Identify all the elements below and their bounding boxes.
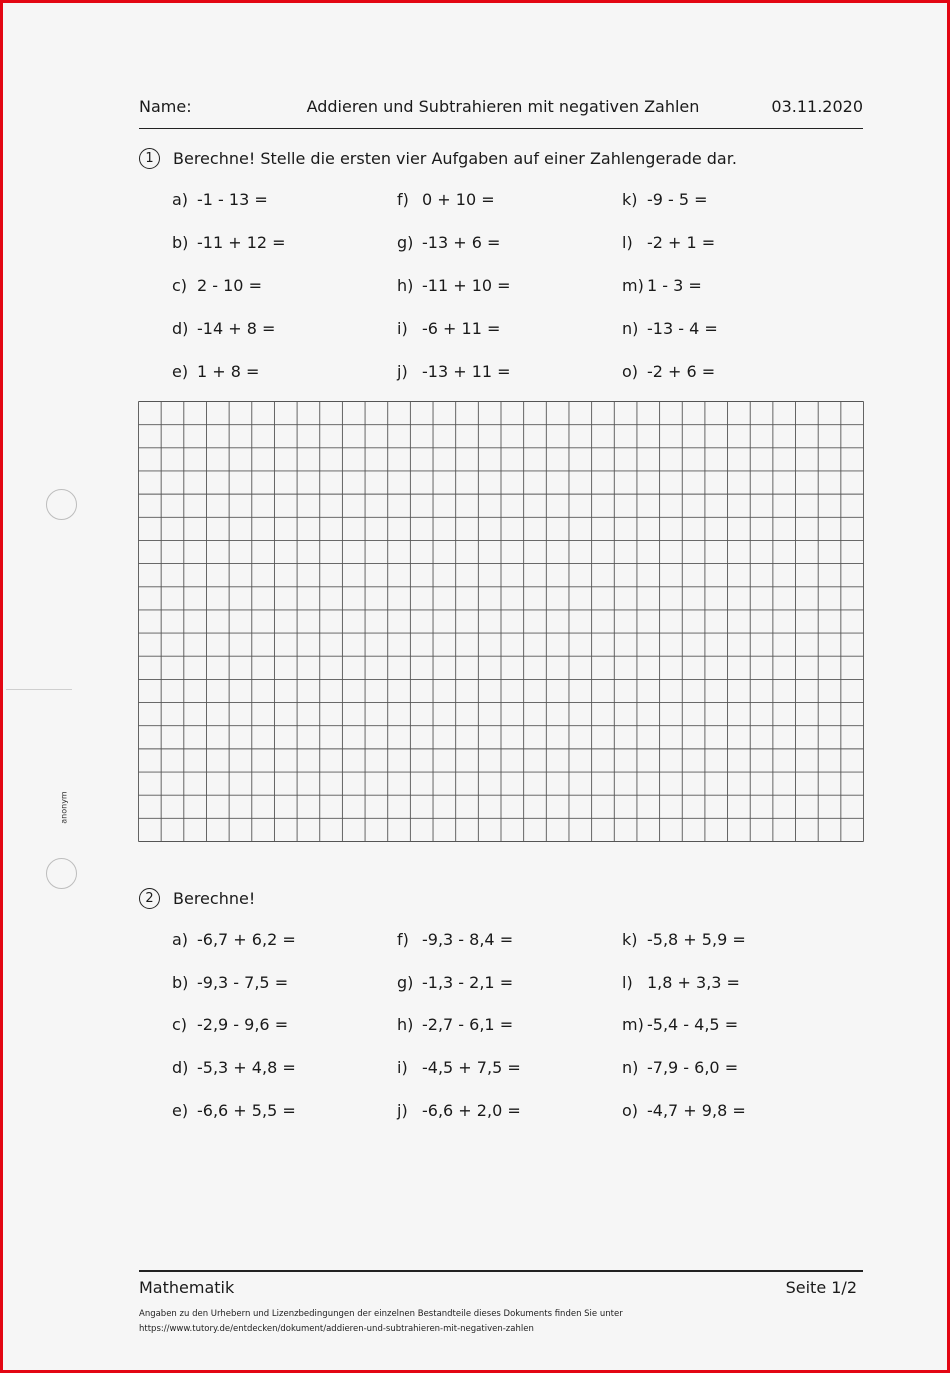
punch-hole-bottom [46,858,77,889]
task1-exercise [397,276,511,295]
exercise-label: e) [172,362,189,381]
exercise-label: k) [622,930,638,949]
task2-exercise [397,1058,521,1077]
exercise-expression: -13 + 6 = [422,233,501,252]
task1-number: 1 [139,148,160,169]
worksheet-title: Addieren und Subtrahieren mit negativen Zahlen [306,97,700,116]
task2-heading [139,888,255,909]
task2-exercise [622,1058,738,1077]
punch-hole-top [46,489,77,520]
task1-exercise [397,233,500,252]
exercise-expression: -13 - 4 = [647,319,718,338]
footer-divider [139,1270,863,1272]
task2-exercise [622,973,740,992]
exercise-label: m) [622,1015,644,1035]
exercise-expression: -2,9 - 9,6 = [197,1015,289,1035]
task2-exercise [172,1015,288,1034]
exercise-expression: -14 + 8 = [197,319,276,338]
task2-exercise [172,930,296,949]
task1-exercise [397,362,511,381]
exercise-label: b) [172,233,189,252]
exercise-expression: 2 - 10 = [197,276,262,295]
worksheet-header [139,95,863,129]
exercise-label: o) [622,1100,639,1120]
exercise-label: d) [172,1058,189,1078]
task2-exercise [397,1101,521,1120]
exercise-label: n) [622,319,639,338]
exercise-expression: -5,4 - 4,5 = [647,1015,739,1035]
exercise-expression: -9,3 - 8,4 = [422,930,514,949]
exercise-label: g) [397,233,414,252]
exercise-label: g) [397,972,414,992]
task1-exercise [622,233,715,252]
exercise-expression: 1 + 8 = [197,362,260,381]
name-label: Name: [139,97,192,116]
task1-exercise [397,319,500,338]
task1-exercise [172,319,275,338]
footer-subject: Mathematik [139,1278,235,1297]
task1-exercise [172,362,259,381]
exercise-label: f) [397,930,409,949]
footer-page-number: Seite 1/2 [785,1278,857,1297]
graph-paper-grid [138,401,864,842]
task2-exercise [622,930,746,949]
task1-exercise [172,276,262,295]
task2-instruction: Berechne! [173,889,256,908]
exercise-label: m) [622,276,644,295]
task1-exercise [622,190,708,209]
task2-exercise [397,973,513,992]
exercise-expression: -4,5 + 7,5 = [422,1058,521,1078]
exercise-expression: -1,3 - 2,1 = [422,972,514,992]
task2-exercise [397,930,513,949]
exercise-expression: 1 - 3 = [647,276,702,295]
exercise-expression: 0 + 10 = [422,190,495,209]
exercise-label: c) [172,1015,188,1035]
exercise-label: l) [622,233,633,252]
exercise-expression: -9 - 5 = [647,190,708,209]
task2-exercise [397,1015,513,1034]
exercise-expression: 1,8 + 3,3 = [647,972,740,992]
exercise-expression: -7,9 - 6,0 = [647,1058,739,1078]
task2-number: 2 [139,888,160,909]
exercise-label: k) [622,190,638,209]
exercise-label: h) [397,1015,414,1035]
exercise-label: b) [172,972,189,992]
task1-exercise [172,233,286,252]
footer-attribution [139,1307,859,1337]
worksheet-date: 03.11.2020 [771,97,863,116]
exercise-label: e) [172,1100,189,1120]
task2-exercise [172,973,288,992]
task2-exercise [172,1058,296,1077]
task1-heading [139,148,737,169]
attribution-text: Angaben zu den Urhebern und Lizenzbedingungen der einzelnen Bestandteile dieses Dokuments finden Sie unter [139,1309,623,1319]
fold-mark [6,689,72,690]
task2-exercise [172,1101,296,1120]
task1-instruction: Berechne! Stelle die ersten vier Aufgaben auf einer Zahlengerade dar. [173,149,737,168]
exercise-label: f) [397,190,409,209]
task1-exercise [622,276,702,295]
exercise-expression: -13 + 11 = [422,362,511,381]
exercise-expression: -5,8 + 5,9 = [647,930,746,949]
exercise-label: j) [397,362,408,381]
exercise-label: c) [172,276,188,295]
exercise-label: a) [172,190,189,209]
task1-exercise [397,190,495,209]
exercise-expression: -2,7 - 6,1 = [422,1015,514,1035]
exercise-label: h) [397,276,414,295]
exercise-label: l) [622,972,633,992]
exercise-expression: -6,6 + 5,5 = [197,1100,296,1120]
exercise-expression: -6 + 11 = [422,319,501,338]
exercise-expression: -2 + 6 = [647,362,716,381]
exercise-expression: -11 + 12 = [197,233,286,252]
exercise-expression: -4,7 + 9,8 = [647,1100,746,1120]
grid-lines [138,401,864,842]
task2-exercise [622,1015,738,1034]
exercise-expression: -11 + 10 = [422,276,511,295]
exercise-expression: -1 - 13 = [197,190,268,209]
exercise-label: n) [622,1058,639,1078]
exercise-label: o) [622,362,639,381]
exercise-label: j) [397,1100,408,1120]
attribution-url[interactable]: https://www.tutory.de/entdecken/dokument/addieren-und-subtrahieren-mit-negativen-zahlen [139,1324,534,1334]
exercise-expression: -6,7 + 6,2 = [197,930,296,949]
exercise-expression: -2 + 1 = [647,233,716,252]
task1-exercise [622,319,718,338]
task1-exercise [172,190,268,209]
exercise-expression: -5,3 + 4,8 = [197,1058,296,1078]
exercise-label: d) [172,319,189,338]
exercise-label: i) [397,1058,408,1078]
exercise-expression: -9,3 - 7,5 = [197,972,289,992]
exercise-label: a) [172,930,189,949]
task1-exercise [622,362,715,381]
task2-exercise [622,1101,746,1120]
exercise-label: i) [397,319,408,338]
author-label: anonym [59,791,69,824]
exercise-expression: -6,6 + 2,0 = [422,1100,521,1120]
